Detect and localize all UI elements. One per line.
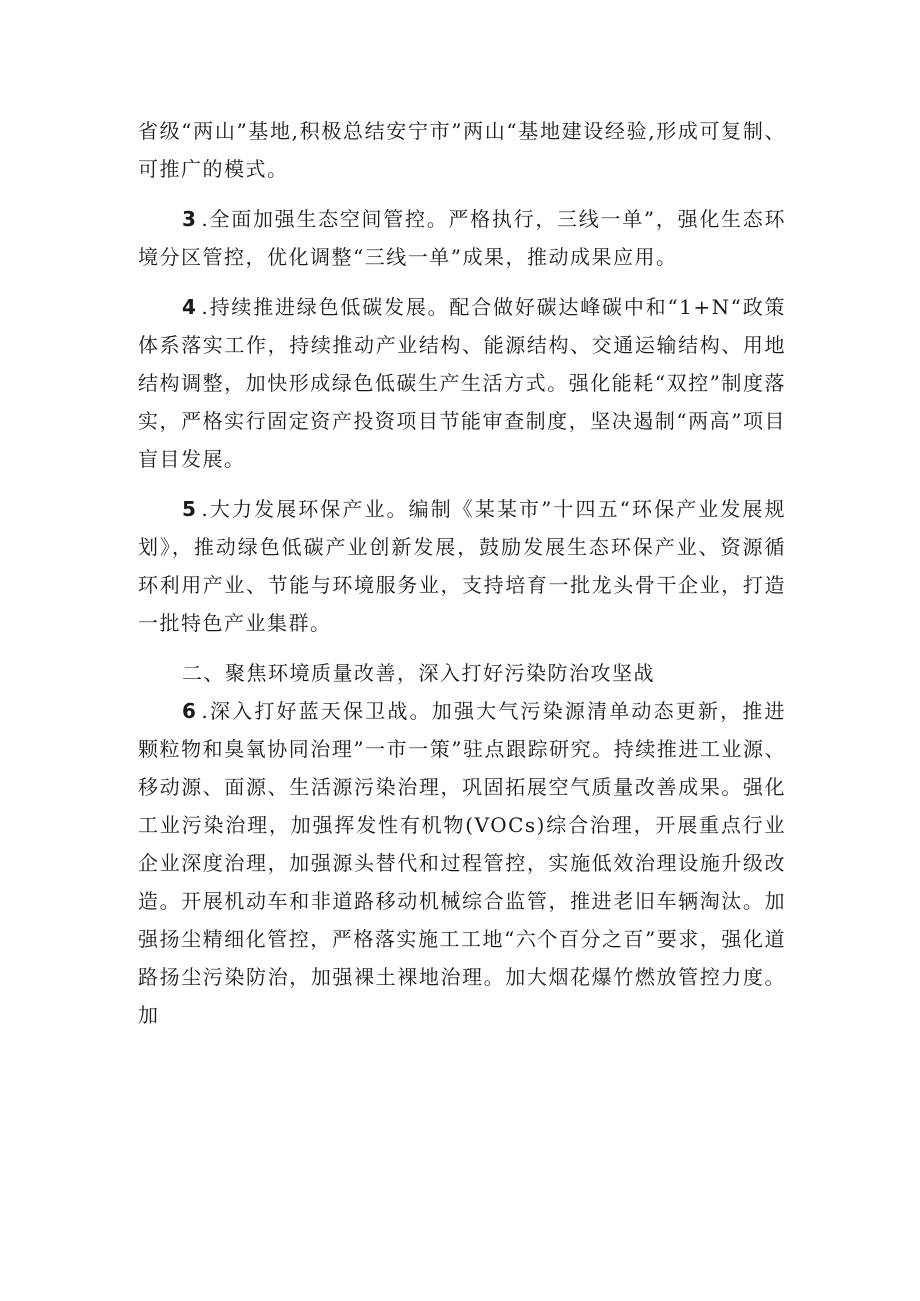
section-heading: 二、聚焦环境质量改善，深入打好污染防治攻坚战: [182, 661, 655, 685]
item-text-5: .大力发展环保产业。编制《某某市”十四五“环保产业发展规划》，推动绿色低碳产业创新发展，鼓励发展生态环保产业、资源循环利用产业、节能与环境服务业，支持培育一批龙头骨干企业，打造一批特色产业集群。: [138, 497, 786, 635]
item-text-4: .持续推进绿色低碳发展。配合做好碳达峰碳中和“1+N“政策体系落实工作，持续推动产业结构、能源结构、交通运输结构、用地结构调整，加快形成绿色低碳生产生活方式。强化能耗“双控”制度落实，严格实行固定资产投资项目节能审查制度，坚决遏制“两高”项目盲目发展。: [138, 295, 786, 471]
item-number-3: 3: [182, 207, 198, 231]
paragraph-continuation: 省级“两山”基地,积极总结安宁市”两山“基地建设经验,形成可复制、可推广的模式。: [138, 119, 786, 181]
paragraph-item-5: [138, 490, 786, 642]
paragraph-item-6: [138, 692, 786, 1034]
item-text-3: .全面加强生态空间管控。严格执行，三线一单”，强化生态环境分区管控，优化调整“三线一单”成果，推动成果应用。: [138, 207, 786, 269]
document-page: [138, 112, 786, 1034]
paragraph-item-3: [138, 200, 786, 276]
item-number-4: 4: [182, 295, 198, 319]
paragraph-item-4: [138, 288, 786, 478]
item-text-6: .深入打好蓝天保卫战。加强大气污染源清单动态更新，推进颗粒物和臭氧协同治理”一市一策”驻点跟踪研究。持续推进工业源、移动源、面源、生活源污染治理，巩固拓展空气质量改善成果。强化工业污染治理，加强挥发性有机物(VOCs)综合治理，开展重点行业企业深度治理，加强源头替代和过程管控，实施低效治理设施升级改造。开展机动车和非道路移动机械综合监管，推进老旧车辆淘汰。加强扬尘精细化管控，严格落实施工工地“六个百分之百”要求，强化道路扬尘污染防治，加强裸土裸地治理。加大烟花爆竹燃放管控力度。加: [138, 699, 786, 1027]
item-number-5: 5: [182, 497, 198, 521]
item-number-6: 6: [182, 699, 198, 723]
